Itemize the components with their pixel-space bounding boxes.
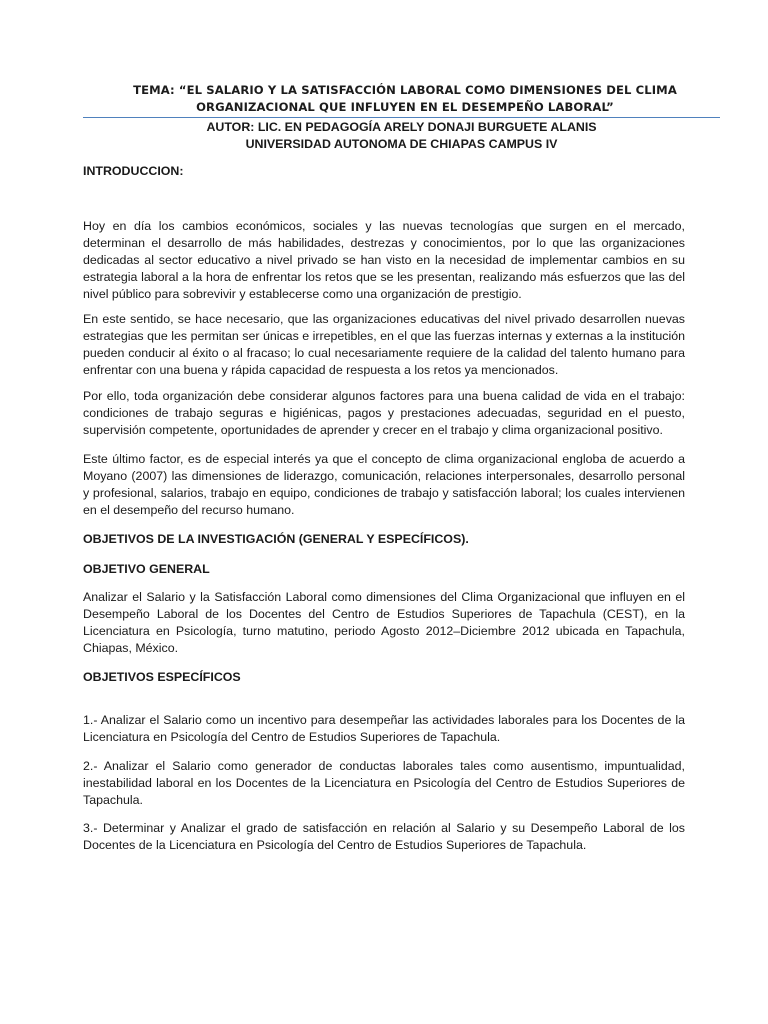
title-divider: [83, 117, 720, 118]
intro-paragraph-3: Por ello, toda organización debe considerar algunos factores para una buena calidad de vida en el trabajo: condiciones de trabajo seguras e higiénicas, pagos y prestaciones adecuadas, seguridad en el puesto, supervisión competente, oportunidades de aprender y crecer en el trabajo y clima organizacional positivo.: [83, 389, 685, 438]
intro-paragraph-1: Hoy en día los cambios económicos, sociales y las nuevas tecnologías que surgen en el mercado, determinan el desarrollo de más habilidades, destrezas y conocimientos, por lo que las organizaciones dedicadas al sector educativo a nivel privado se han visto en la necesidad de implementar cambios en su estrategia laboral a la hora de enfrentar los retos que se les presentan, realizando más esfuerzos que las del nivel público para sobrevivir y establecerse como una organización de prestigio.: [83, 219, 685, 302]
objectives-heading: OBJETIVOS DE LA INVESTIGACIÓN (GENERAL Y ESPECÍFICOS).: [83, 532, 469, 546]
author-line: AUTOR: LIC. EN PEDAGOGÍA ARELY DONAJI BURGUETE ALANIS: [206, 120, 597, 134]
document-title: TEMA: “EL SALARIO Y LA SATISFACCIÓN LABORAL COMO DIMENSIONES DEL CLIMA ORGANIZACIONAL QUE INFLUYEN EN EL DESEMPEÑO LABORAL”: [133, 83, 677, 114]
specific-objectives-heading: OBJETIVOS ESPECÍFICOS: [83, 670, 241, 684]
general-objective-text: Analizar el Salario y la Satisfacción Laboral como dimensiones del Clima Organizacional que influyen en el Desempeño Laboral de los Docentes del Centro de Estudios Superiores de Tapachula (CEST), en la Licenciatura en Psicología, turno matutino, periodo Agosto 2012–Diciembre 2012 ubicada en Tapachula, Chiapas, México.: [83, 590, 685, 656]
specific-objective-2: 2.- Analizar el Salario como generador de conductas laborales tales como ausentismo, impuntualidad, inestabilidad laboral en los Docentes de la Licenciatura en Psicología del Centro de Estudios Superiores de Tapachula.: [83, 759, 685, 808]
general-objective-heading: OBJETIVO GENERAL: [83, 562, 210, 576]
specific-objective-1: 1.- Analizar el Salario como un incentivo para desempeñar las actividades laborales para los Docentes de la Licenciatura en Psicología del Centro de Estudios Superiores de Tapachula.: [83, 713, 685, 745]
specific-objective-3: 3.- Determinar y Analizar el grado de satisfacción en relación al Salario y su Desempeño Laboral de los Docentes de la Licenciatura en Psicología del Centro de Estudios Superiores de Tapachula.: [83, 821, 685, 853]
intro-paragraph-4: Este último factor, es de especial interés ya que el concepto de clima organizacional engloba de acuerdo a Moyano (2007) las dimensiones de liderazgo, comunicación, relaciones interpersonales, desarrollo personal y profesional, salarios, trabajo en equipo, condiciones de trabajo y satisfacción laboral; los cuales intervienen en el desempeño del recurso humano.: [83, 452, 685, 518]
intro-paragraph-2: En este sentido, se hace necesario, que las organizaciones educativas del nivel privado desarrollen nuevas estrategias que les permitan ser únicas e irrepetibles, en el que las fuerzas internas y externas a la institución pueden conducir al éxito o al fracaso; lo cual necesariamente requiere de la calidad del talento humano para enfrentar con una buena y rápida capacidad de respuesta a los retos ya mencionados.: [83, 312, 685, 378]
introduction-heading: INTRODUCCION:: [83, 164, 184, 178]
university-line: UNIVERSIDAD AUTONOMA DE CHIAPAS CAMPUS IV: [245, 137, 558, 151]
